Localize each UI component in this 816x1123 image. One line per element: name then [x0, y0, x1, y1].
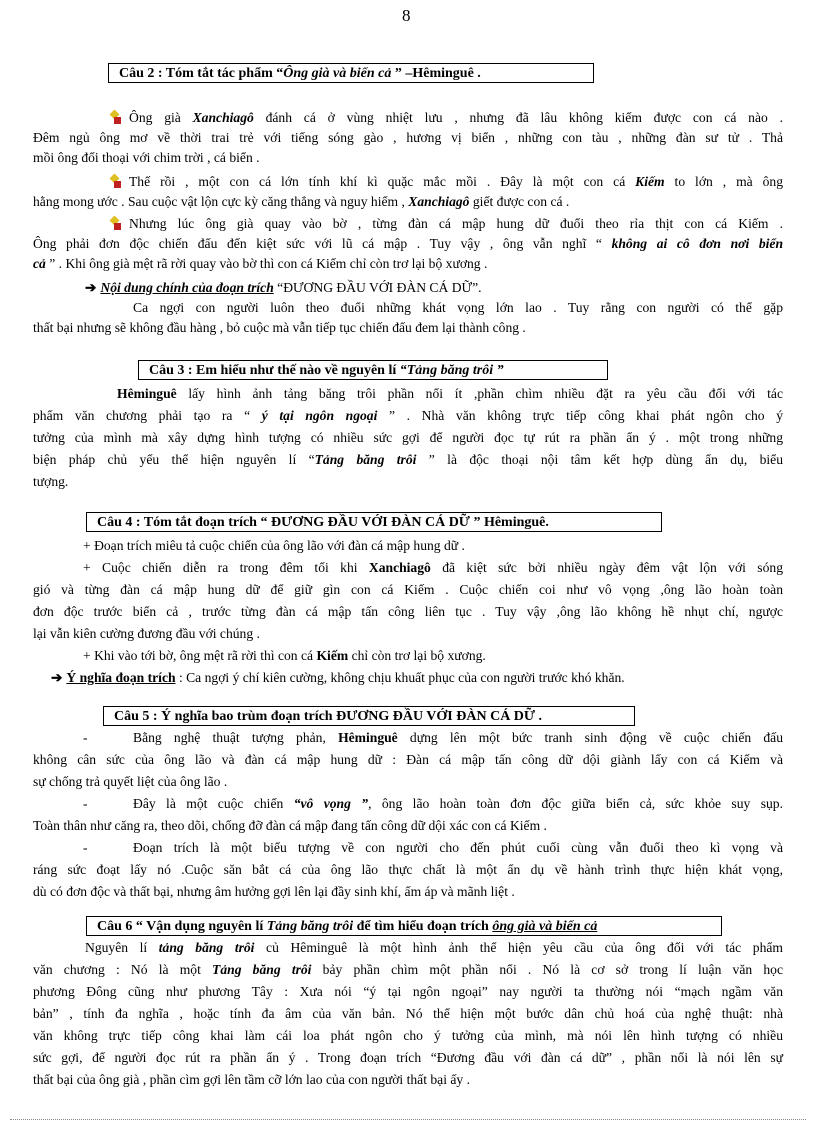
paragraph-line: + Khi vào tới bờ, ông mệt rã rời thì con cá Kiếm chỉ còn trơ lại bộ xương.	[83, 648, 486, 663]
arrow-icon: ➔	[51, 670, 63, 685]
paragraph-line: đơn độc trước biển cả , trước từng đàn cá mập tấn công liên tục . Tuy vậy ,ông lão không hề nhụt chí, ngược	[33, 604, 783, 619]
paragraph-line: thất bại nhưng sẽ không đầu hàng , bỏ cuộc mà vẫn tiếp tục chiến đấu đem lại thành công .	[33, 320, 526, 335]
paragraph-line: ➔ Nội dung chính của đoạn trích “ĐƯƠNG ĐẦU VỚI ĐÀN CÁ DỮ”.	[85, 280, 482, 295]
paragraph-line: Thế rồi , một con cá lớn tính khí kì quặc mắc mồi . Đây là một con cá Kiếm to lớn , mà ông	[33, 172, 783, 192]
paragraph-line: biện pháp chủ yếu thể hiện nguyên lí “Tảng băng trôi ” là độc thoại nội tâm kết hợp dùng ẩn dụ, biểu	[33, 452, 783, 467]
bullet-icon	[109, 174, 123, 188]
paragraph-line: phẩm văn chương phải tạo ra “ ý tại ngôn ngoại ” . Nhà văn không trực tiếp công khai phát ngôn cho ý	[33, 408, 783, 423]
paragraph-line: gió và từng đàn cá mập hung dữ để giữ gìn con cá Kiếm . Cuộc chiến coi như vô vọng ,ông lão hoàn toàn	[33, 582, 783, 597]
paragraph-line: hằng mong ước . Sau cuộc vật lộn cực kỳ căng thẳng và nguy hiểm , Xanchiagô giết được con cá .	[33, 194, 570, 209]
paragraph-line: không cân sức của ông lão và đàn cá mập hung dữ : Đàn cá mập tấn công dữ dội giành lấy con cá Kiếm và	[33, 752, 783, 767]
paragraph-line: văn chương : Nó là một Tảng băng trôi bảy phần chìm một phần nổi . Nó là cơ sở trong lí luận văn học	[33, 962, 783, 977]
question-5-heading: Câu 5 : Ý nghĩa bao trùm đoạn trích ĐƯƠNG ĐẦU VỚI ĐÀN CÁ DỮ .	[103, 706, 635, 726]
paragraph-line: + Cuộc chiến diễn ra trong đêm tối khi Xanchiagô đã kiệt sức bởi nhiều ngày đêm vật lộn với sóng	[83, 560, 783, 575]
paragraph-line: sức gợi, để người đọc rút ra phần ẩn ý . Trong đoạn trích “Đương đầu với đàn cá dữ” , phần nổi là nói lên sự	[33, 1050, 783, 1065]
paragraph-line: sự chống trả quyết liệt của ông lão .	[33, 774, 228, 789]
footer-divider	[10, 1119, 806, 1120]
paragraph-line: Ca ngợi con người luôn theo đuổi những khát vọng lớn lao . Tuy rằng con người có thể gặp	[133, 300, 783, 315]
page-number: 8	[402, 6, 411, 25]
paragraph-line: - Bằng nghệ thuật tượng phản, Hêminguê dựng lên một bức tranh sinh động về cuộc chiến đấu	[83, 730, 783, 745]
question-6-heading: Câu 6 “ Vận dụng nguyên lí Tảng băng trôi để tìm hiểu đoạn trích ông già và biển cả	[86, 916, 722, 936]
paragraph-line: ➔ Ý nghĩa đoạn trích : Ca ngợi ý chí kiên cường, không chịu khuất phục của con người trước khó khăn.	[51, 670, 625, 685]
paragraph-line: Đêm ngủ ông mơ về thời trai trẻ với tiếng sóng gào , hương vị biển , những con tàu , những đàn sư tử . Thả	[33, 130, 783, 145]
arrow-icon: ➔	[85, 280, 97, 295]
question-2-heading: Câu 2 : Tóm tắt tác phẩm “Ông già và biển cả ” –Hêminguê .	[108, 63, 594, 83]
paragraph-line: mồi ông đối thoại với chim trời , cá biển .	[33, 150, 260, 165]
paragraph-line: Nguyên lí tảng băng trôi củ Hêminguê là một hình ảnh thể hiện yêu cầu của ông đối với tác phẩm	[85, 940, 783, 955]
paragraph-line: - Đây là một cuộc chiến “vô vọng ”, ông lão hoàn toàn đơn độc giữa biển cả, sức khỏe suy sụp.	[83, 796, 783, 811]
paragraph-line: Nhưng lúc ông già quay vào bờ , từng đàn cá mập hung dữ đuổi theo rỉa thịt con cá Kiếm .	[33, 214, 783, 234]
paragraph-line: tưởng của mình mà xây dựng hình tượng có nhiều sức gợi để người đọc tự rút ra phần ẩn ý . một trong những	[33, 430, 783, 445]
paragraph-line: bản” , tính đa nghĩa , hoặc tính đa âm của văn bản. Nó thể hiện một bước dân chủ hoá của nghệ thuật: nhà	[33, 1006, 783, 1021]
paragraph-line: Ông phải đơn độc chiến đấu đến kiệt sức với lũ cá mập . Tuy vậy , ông vẫn nghĩ “ không ai cô đơn nơi biển	[33, 236, 784, 251]
paragraph-line: phương Đông cũng như phương Tây : Xưa nói “ý tại ngôn ngoại” nay người ta thường nói “mạch ngầm văn	[33, 984, 783, 999]
bullet-icon	[109, 110, 123, 124]
question-4-heading: Câu 4 : Tóm tắt đoạn trích “ ĐƯƠNG ĐẦU VỚI ĐÀN CÁ DỮ ” Hêminguê.	[86, 512, 662, 532]
paragraph-line: Toàn thân như căng ra, theo dõi, chống đỡ đàn cá mập đang tấn công dữ dội xác con cá Kiếm .	[33, 818, 547, 833]
paragraph-line: Hêminguê lấy hình ảnh tảng băng trôi phần nổi ít ,phần chìm nhiều đặt ra yêu cầu đối với tác	[117, 386, 783, 401]
paragraph-line: tượng.	[33, 474, 69, 489]
paragraph-line: + Đoạn trích miêu tả cuộc chiến của ông lão với đàn cá mập hung dữ .	[83, 538, 465, 553]
paragraph-line: lại vẫn kiên cường đương đầu với chúng .	[33, 626, 260, 641]
paragraph-line: văn không trực tiếp công khai làm cái loa phát ngôn cho ý tưởng của mình, mà nói lên hình tượng có nhiều	[33, 1028, 783, 1043]
paragraph-line: Ông già Xanchiagô đánh cá ở vùng nhiệt lưu , nhưng đã lâu không kiếm được con cá nào .	[33, 108, 783, 128]
paragraph-line: ráng sức đoạt lấy nó .Cuộc săn bắt cá của ông lão thực chất là một ẩn dụ về hành trình thực hiện khát vọng,	[33, 862, 783, 877]
paragraph-line: cả ” . Khi ông già mệt rã rời quay vào bờ thì con cá Kiếm chỉ còn trơ lại bộ xương .	[33, 256, 488, 271]
bullet-icon	[109, 216, 123, 230]
question-3-heading: Câu 3 : Em hiểu như thế nào về nguyên lí “Tảng băng trôi ”	[138, 360, 608, 380]
paragraph-line: dù có đơn độc và thất bại, nhưng âm hưởng gợi lên lại đầy sinh khí, ấm áp và mãnh liệt .	[33, 884, 515, 899]
paragraph-line: thất bại của ông già , phần cìm gợi lên tầm cỡ lớn lao của con người thất bại ấy .	[33, 1072, 471, 1087]
paragraph-line: - Đoạn trích là một biểu tượng về con người cho đến phút cuối cùng vẫn đuổi theo kì vọng và	[83, 840, 783, 855]
